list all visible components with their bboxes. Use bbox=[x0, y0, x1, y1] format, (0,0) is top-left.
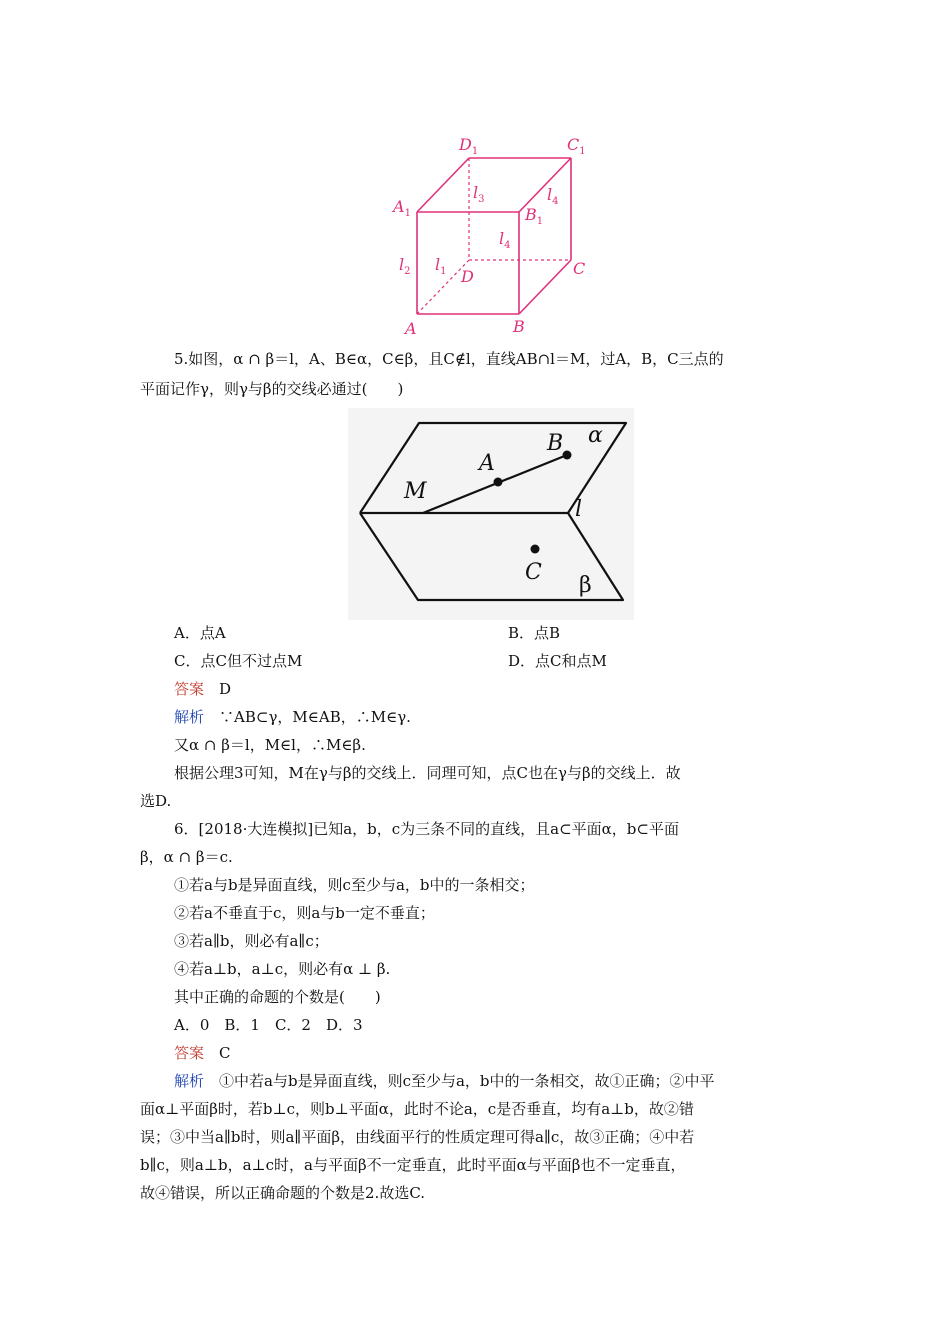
q6-analysis-2: 面α⊥平面β时，若b⊥c，则b⊥平面α，此时不论a，c是否垂直，均有a⊥b，故②错 bbox=[140, 1100, 694, 1118]
q6-analysis-3: 误；③中当a∥b时，则a∥平面β，由线面平行的性质定理可得a∥c，故③正确；④中若 bbox=[140, 1128, 695, 1146]
point-a bbox=[494, 478, 503, 487]
analysis-tag: 解析 bbox=[174, 1072, 205, 1090]
label-c1: $C_1$ bbox=[567, 135, 586, 157]
q6-options: A．0 B．1 C．2 D．3 bbox=[174, 1016, 363, 1034]
label-l4-mid: $l_4$ bbox=[499, 229, 511, 251]
q5-option-d: D．点C和点M bbox=[508, 652, 607, 670]
label-l2: $l_2$ bbox=[399, 255, 411, 277]
label-a1: $A_1$ bbox=[393, 197, 411, 219]
point-b bbox=[563, 451, 572, 460]
label-b1: $B_1$ bbox=[525, 205, 544, 227]
label-l4-top: $l_4$ bbox=[547, 185, 559, 207]
edge-c1-b1 bbox=[519, 158, 571, 212]
label-c: C bbox=[573, 259, 586, 278]
edge-b-c bbox=[519, 260, 571, 314]
label-l: l bbox=[575, 497, 583, 522]
q6-analysis-4: b∥c，则a⊥b，a⊥c时，a与平面β不一定垂直，此时平面α与平面β也不一定垂直， bbox=[140, 1156, 686, 1174]
q6-statement-2: ②若a不垂直于c，则a与b一定不垂直； bbox=[174, 904, 435, 922]
label-beta: β bbox=[579, 573, 592, 598]
q5-line1: 5.如图，α ∩ β＝l，A、B∈α，C∈β，且C∉l，直线AB∩l＝M，过A，B，C三点的 bbox=[174, 350, 724, 368]
answer-tag: 答案 bbox=[174, 680, 205, 698]
answer-value: C bbox=[219, 1044, 231, 1062]
q6-answer bbox=[174, 1042, 854, 1064]
q6-line1: 6．[2018·大连模拟]已知a，b，c为三条不同的直线，且a⊂平面α，b⊂平面 bbox=[174, 820, 679, 838]
analysis-text: ①中若a与b是异面直线，则c至少与a，b中的一条相交，故①正确；②中平 bbox=[219, 1072, 715, 1090]
label-plane-a: A bbox=[479, 451, 495, 476]
answer-value: D bbox=[219, 680, 232, 698]
label-plane-c: C bbox=[525, 560, 542, 585]
planes-figure bbox=[348, 408, 634, 620]
label-d: D bbox=[461, 267, 474, 286]
q6-analysis-5: 故④错误，所以正确命题的个数是2.故选C. bbox=[140, 1184, 426, 1202]
analysis-text: ∵AB⊂γ，M∈AB，∴M∈γ. bbox=[219, 708, 411, 726]
q5-option-c: C．点C但不过点M bbox=[174, 652, 303, 670]
q5-analysis-3: 根据公理3可知，M在γ与β的交线上．同理可知，点C也在γ与β的交线上．故 bbox=[174, 764, 681, 782]
label-plane-m: M bbox=[404, 479, 427, 504]
q5-analysis-1 bbox=[174, 706, 854, 728]
answer-tag: 答案 bbox=[174, 1044, 205, 1062]
q6-analysis-1 bbox=[174, 1070, 854, 1092]
q6-statement-4: ④若a⊥b，a⊥c，则必有α ⊥ β. bbox=[174, 960, 391, 978]
label-a: A bbox=[405, 319, 417, 338]
label-d1: $D_1$ bbox=[459, 135, 479, 157]
q5-answer bbox=[174, 678, 854, 700]
q5-analysis-4: 选D. bbox=[140, 792, 172, 810]
point-c bbox=[531, 545, 540, 554]
label-alpha: α bbox=[588, 423, 603, 448]
label-b: B bbox=[513, 317, 525, 336]
cube-figure bbox=[385, 120, 605, 342]
q6-ask: 其中正确的命题的个数是( ) bbox=[174, 988, 381, 1006]
label-l1: $l_1$ bbox=[435, 255, 447, 277]
q5-analysis-2: 又α ∩ β＝l，M∈l，∴M∈β. bbox=[174, 736, 366, 754]
q6-statement-1: ①若a与b是异面直线，则c至少与a，b中的一条相交； bbox=[174, 876, 535, 894]
q5-option-a: A．点A bbox=[174, 624, 226, 642]
label-plane-b: B bbox=[547, 431, 564, 456]
q6-line2: β，α ∩ β＝c. bbox=[140, 848, 233, 866]
q6-statement-3: ③若a∥b，则必有a∥c； bbox=[174, 932, 329, 950]
q5-option-b: B．点B bbox=[508, 624, 561, 642]
analysis-tag: 解析 bbox=[174, 708, 205, 726]
label-l3: $l_3$ bbox=[473, 183, 485, 205]
edge-a1-d1 bbox=[417, 158, 469, 212]
q5-line2: 平面记作γ，则γ与β的交线必通过( ) bbox=[140, 380, 404, 398]
